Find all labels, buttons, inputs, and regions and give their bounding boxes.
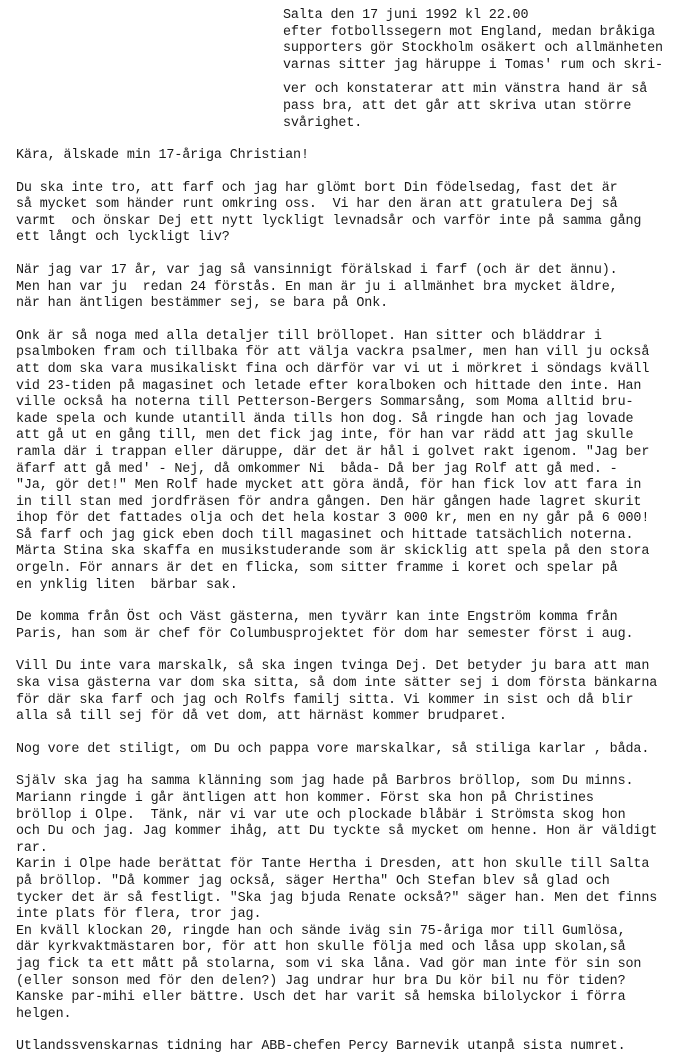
paragraph xyxy=(16,659,696,725)
text-line: ett långt och lyckligt liv? xyxy=(16,230,230,246)
text-line: inte plats för flera, tror jag. xyxy=(16,907,262,923)
header-line: Salta den 17 juni 1992 kl 22.00 xyxy=(283,8,529,23)
text-line: ihop för det fattades olja och det hela kostar 3 000 kr, men en ny går på 6 000! xyxy=(16,511,650,527)
text-line: Mariann ringde i går äntligen att hon kommer. Först ska hon på Christines xyxy=(16,791,594,806)
text-line: där kyrkvaktmästaren bor, för att hon skulle följa med och låsa upp skolan,så xyxy=(16,940,626,956)
text-line: äfarf att gå med' - Nej, då omkommer Ni båda- Då ber jag Rolf att gå med. - xyxy=(16,461,618,477)
text-line: jag fick ta ett mått på stolarna, som vi ska låna. Vad gör man inte för sin son xyxy=(16,956,642,972)
text-line: psalmboken fram och tillbaka för att välja vackra psalmer, men han vill ju också xyxy=(16,345,650,361)
text-line: varmt och önskar Dej ett nytt lyckligt levnadsår och varför inte på samma gång xyxy=(16,213,642,229)
text-line: bröllop i Olpe. Tänk, när vi var ute och plockade blåbär i Strömsta skog hon xyxy=(16,807,626,823)
text-line: Utlandssvenskarnas tidning har ABB-chefen Percy Barnevik utanpå sista numret. xyxy=(16,1039,626,1055)
text-line: alla så till sej för då vet dom, att härnäst kommer brudparet. xyxy=(16,709,507,725)
text-line: kade spela och kunde utantill ända tills hon dog. Så ringde han och jag lovade xyxy=(16,411,634,427)
header-line: pass bra, att det går att skriva utan större xyxy=(283,98,632,114)
text-line: när han äntligen bestämmer sej, se bara på Onk. xyxy=(16,296,389,312)
paragraph xyxy=(16,181,696,247)
text-line: orgeln. För annars är det en flicka, som sitter framme i koret och spelar på xyxy=(16,561,618,577)
paragraph xyxy=(16,329,696,595)
letter-header xyxy=(283,8,698,132)
letter-body xyxy=(16,148,696,1056)
text-line: När jag var 17 år, var jag så vansinnigt förälskad i farf (och är det ännu). xyxy=(16,262,618,278)
text-line: en ynklig liten bärbar sak. xyxy=(16,577,238,593)
text-line: Märta Stina ska skaffa en musikstuderande som är skicklig att spela på den stora xyxy=(16,544,650,560)
text-line: Paris, han som är chef för Columbusprojektet för dom har semester först i aug. xyxy=(16,626,634,642)
paragraph xyxy=(16,610,696,643)
text-line: Du ska inte tro, att farf och jag har glömt bort Din födelsedag, fast det är xyxy=(16,180,618,196)
header-line: efter fotbollssegern mot England, medan bråkiga xyxy=(283,24,656,40)
text-line: vid 23-tiden på magasinet och letade efter koralboken och hittade den inte. Han xyxy=(16,378,642,394)
text-line: att dom ska vara musikaliskt fina och därför var vi ut i mörkret i söndags kväll xyxy=(16,361,650,377)
text-line: in till stan med jordfräsen för andra gången. Den här gången hade lagret skurit xyxy=(16,494,642,510)
paragraph xyxy=(16,263,696,313)
text-line: och Du och jag. Jag kommer ihåg, att Du tyckte så mycket om henne. Hon är väldigt xyxy=(16,824,658,840)
text-line: ville också ha noterna till Petterson-Bergers Sommarsång, som Moma alltid bru- xyxy=(16,395,634,411)
text-line: (eller sonson med för den delen?) Jag undrar hur bra Du kör bil nu för tiden? xyxy=(16,973,626,989)
text-line: De komma från Öst och Väst gästerna, men tyvärr kan inte Engström komma från xyxy=(16,610,618,626)
text-line: ska visa gästerna var dom ska sitta, så dom inte sätter sej i dom första bänkarna xyxy=(16,676,658,692)
header-line: svårighet. xyxy=(283,115,363,131)
text-line: Så farf och jag gick eben doch till magasinet och hittade tatsächlich noterna. xyxy=(16,527,634,543)
salutation xyxy=(16,148,696,165)
paragraph xyxy=(16,742,696,759)
text-line: Kanske par-mihi eller bättre. Usch det har varit så hemska bilolyckor i förra xyxy=(16,990,626,1006)
text-line: Nog vore det stiligt, om Du och pappa vore marskalkar, så stiliga karlar , båda. xyxy=(16,741,650,757)
header-line: supporters gör Stockholm osäkert och allmänheten xyxy=(283,41,663,57)
text-line: Men han var ju redan 24 förstås. En man är ju i allmänhet bra mycket äldre, xyxy=(16,279,618,295)
text-line: ramla där i trappan eller däruppe, där det är hål i golvet rakt igenom. "Jag ber xyxy=(16,444,650,460)
header-line: varnas sitter jag häruppe i Tomas' rum och skri- xyxy=(283,57,663,73)
text-line: tycker det är så festligt. "Ska jag bjuda Renate också?" säger han. Men det finns xyxy=(16,890,658,906)
text-line: Karin i Olpe hade berättat för Tante Hertha i Dresden, att hon skulle till Salta xyxy=(16,857,650,873)
text-line: att gå ut en gång till, men det fick jag inte, för han var rädd att jag skulle xyxy=(16,428,634,444)
header-line: ver och konstaterar att min vänstra hand är så xyxy=(283,82,648,98)
paragraph xyxy=(16,774,696,1023)
text-line: En kväll klockan 20, ringde han och sände iväg sin 75-åriga mor till Gumlösa, xyxy=(16,923,626,939)
salutation-line: Kära, älskade min 17-åriga Christian! xyxy=(16,148,309,163)
text-line: för där ska farf och jag och Rolfs familj sitta. Vi kommer in sist och då blir xyxy=(16,692,634,708)
text-line: Själv ska jag ha samma klänning som jag hade på Barbros bröllop, som Du minns. xyxy=(16,774,634,790)
text-line: på bröllop. "Då kommer jag också, säger Hertha" Och Stefan blev så glad och xyxy=(16,873,610,889)
text-line: Onk är så noga med alla detaljer till bröllopet. Han sitter och bläddrar i xyxy=(16,328,602,344)
text-line: helgen. xyxy=(16,1006,72,1022)
paragraph xyxy=(16,1039,696,1056)
text-line: Vill Du inte vara marskalk, så ska ingen tvinga Dej. Det betyder ju bara att man xyxy=(16,659,650,675)
text-line: "Ja, gör det!" Men Rolf hade mycket att göra ändå, för han fick lov att fara in xyxy=(16,478,642,494)
text-line: rar. xyxy=(16,840,48,856)
text-line: så mycket som händer runt omkring oss. Vi har den äran att gratulera Dej så xyxy=(16,197,618,213)
